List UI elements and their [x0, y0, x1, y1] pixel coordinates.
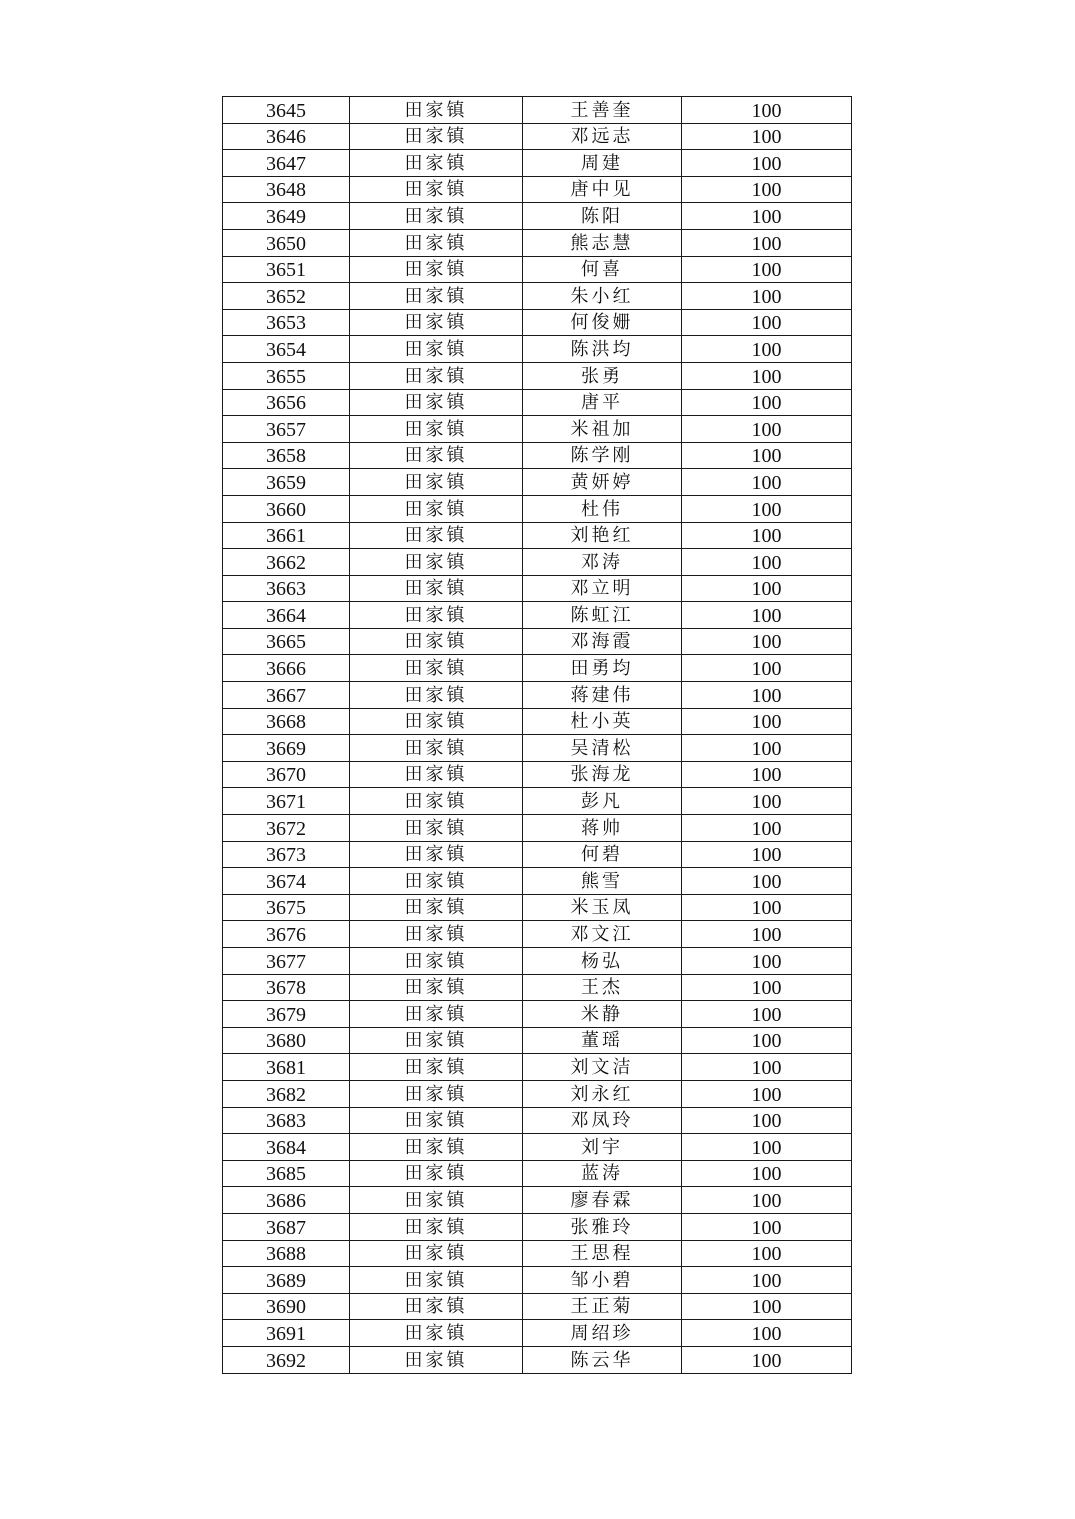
town-cell: 田家镇 [350, 1001, 523, 1028]
table-row [223, 815, 852, 842]
amount-cell: 100 [682, 815, 852, 842]
person-name-cell: 陈云华 [523, 1346, 682, 1373]
town-cell: 田家镇 [350, 708, 523, 735]
table-row [223, 416, 852, 443]
person-name-cell: 米玉凤 [523, 894, 682, 921]
row-number-cell: 3686 [223, 1187, 350, 1214]
table-row [223, 389, 852, 416]
person-name-cell: 蒋建伟 [523, 682, 682, 709]
table-row [223, 1320, 852, 1347]
row-number-cell: 3678 [223, 974, 350, 1001]
row-number-cell: 3668 [223, 708, 350, 735]
table-row [223, 256, 852, 283]
row-number-cell: 3646 [223, 123, 350, 150]
amount-cell: 100 [682, 788, 852, 815]
person-name-cell: 黄妍婷 [523, 469, 682, 496]
roster-table-body [223, 97, 852, 1374]
table-row [223, 894, 852, 921]
person-name-cell: 邹小碧 [523, 1267, 682, 1294]
table-row [223, 575, 852, 602]
person-name-cell: 刘艳红 [523, 522, 682, 549]
amount-cell: 100 [682, 708, 852, 735]
town-cell: 田家镇 [350, 655, 523, 682]
row-number-cell: 3653 [223, 309, 350, 336]
row-number-cell: 3690 [223, 1293, 350, 1320]
amount-cell: 100 [682, 469, 852, 496]
table-row [223, 1027, 852, 1054]
row-number-cell: 3682 [223, 1080, 350, 1107]
town-cell: 田家镇 [350, 549, 523, 576]
row-number-cell: 3676 [223, 921, 350, 948]
table-row [223, 628, 852, 655]
amount-cell: 100 [682, 362, 852, 389]
town-cell: 田家镇 [350, 283, 523, 310]
person-name-cell: 彭凡 [523, 788, 682, 815]
person-name-cell: 王善奎 [523, 97, 682, 124]
table-row [223, 336, 852, 363]
amount-cell: 100 [682, 1054, 852, 1081]
amount-cell: 100 [682, 283, 852, 310]
document-page [222, 96, 851, 1374]
table-row [223, 708, 852, 735]
person-name-cell: 刘永红 [523, 1080, 682, 1107]
row-number-cell: 3661 [223, 522, 350, 549]
table-row [223, 97, 852, 124]
amount-cell: 100 [682, 735, 852, 762]
person-name-cell: 陈洪均 [523, 336, 682, 363]
amount-cell: 100 [682, 655, 852, 682]
town-cell: 田家镇 [350, 150, 523, 177]
table-row [223, 469, 852, 496]
row-number-cell: 3665 [223, 628, 350, 655]
amount-cell: 100 [682, 1027, 852, 1054]
amount-cell: 100 [682, 416, 852, 443]
amount-cell: 100 [682, 974, 852, 1001]
table-row [223, 362, 852, 389]
person-name-cell: 刘文洁 [523, 1054, 682, 1081]
town-cell: 田家镇 [350, 1080, 523, 1107]
table-row [223, 1107, 852, 1134]
town-cell: 田家镇 [350, 682, 523, 709]
amount-cell: 100 [682, 442, 852, 469]
row-number-cell: 3670 [223, 761, 350, 788]
town-cell: 田家镇 [350, 495, 523, 522]
table-row [223, 150, 852, 177]
amount-cell: 100 [682, 549, 852, 576]
table-row [223, 229, 852, 256]
town-cell: 田家镇 [350, 602, 523, 629]
row-number-cell: 3655 [223, 362, 350, 389]
row-number-cell: 3677 [223, 948, 350, 975]
amount-cell: 100 [682, 203, 852, 230]
person-name-cell: 周建 [523, 150, 682, 177]
amount-cell: 100 [682, 1293, 852, 1320]
person-name-cell: 何俊姗 [523, 309, 682, 336]
row-number-cell: 3652 [223, 283, 350, 310]
table-row [223, 309, 852, 336]
table-row [223, 602, 852, 629]
town-cell: 田家镇 [350, 229, 523, 256]
row-number-cell: 3675 [223, 894, 350, 921]
row-number-cell: 3663 [223, 575, 350, 602]
amount-cell: 100 [682, 495, 852, 522]
town-cell: 田家镇 [350, 1187, 523, 1214]
person-name-cell: 王杰 [523, 974, 682, 1001]
person-name-cell: 张雅玲 [523, 1213, 682, 1240]
row-number-cell: 3674 [223, 868, 350, 895]
person-name-cell: 陈阳 [523, 203, 682, 230]
amount-cell: 100 [682, 176, 852, 203]
town-cell: 田家镇 [350, 948, 523, 975]
row-number-cell: 3664 [223, 602, 350, 629]
town-cell: 田家镇 [350, 761, 523, 788]
person-name-cell: 熊雪 [523, 868, 682, 895]
town-cell: 田家镇 [350, 735, 523, 762]
row-number-cell: 3672 [223, 815, 350, 842]
table-row [223, 948, 852, 975]
town-cell: 田家镇 [350, 97, 523, 124]
row-number-cell: 3691 [223, 1320, 350, 1347]
person-name-cell: 张勇 [523, 362, 682, 389]
table-row [223, 682, 852, 709]
town-cell: 田家镇 [350, 309, 523, 336]
amount-cell: 100 [682, 682, 852, 709]
town-cell: 田家镇 [350, 815, 523, 842]
amount-cell: 100 [682, 1240, 852, 1267]
person-name-cell: 杨弘 [523, 948, 682, 975]
amount-cell: 100 [682, 948, 852, 975]
town-cell: 田家镇 [350, 868, 523, 895]
amount-cell: 100 [682, 868, 852, 895]
roster-table [222, 96, 852, 1374]
person-name-cell: 邓海霞 [523, 628, 682, 655]
town-cell: 田家镇 [350, 921, 523, 948]
row-number-cell: 3679 [223, 1001, 350, 1028]
row-number-cell: 3656 [223, 389, 350, 416]
row-number-cell: 3681 [223, 1054, 350, 1081]
town-cell: 田家镇 [350, 974, 523, 1001]
town-cell: 田家镇 [350, 1027, 523, 1054]
person-name-cell: 杜伟 [523, 495, 682, 522]
row-number-cell: 3662 [223, 549, 350, 576]
town-cell: 田家镇 [350, 442, 523, 469]
amount-cell: 100 [682, 1160, 852, 1187]
town-cell: 田家镇 [350, 176, 523, 203]
town-cell: 田家镇 [350, 362, 523, 389]
person-name-cell: 何喜 [523, 256, 682, 283]
amount-cell: 100 [682, 1080, 852, 1107]
town-cell: 田家镇 [350, 1213, 523, 1240]
row-number-cell: 3685 [223, 1160, 350, 1187]
person-name-cell: 刘宇 [523, 1134, 682, 1161]
amount-cell: 100 [682, 1001, 852, 1028]
person-name-cell: 陈学刚 [523, 442, 682, 469]
table-row [223, 176, 852, 203]
town-cell: 田家镇 [350, 1346, 523, 1373]
row-number-cell: 3651 [223, 256, 350, 283]
person-name-cell: 杜小英 [523, 708, 682, 735]
table-row [223, 1080, 852, 1107]
town-cell: 田家镇 [350, 522, 523, 549]
town-cell: 田家镇 [350, 1107, 523, 1134]
row-number-cell: 3658 [223, 442, 350, 469]
amount-cell: 100 [682, 841, 852, 868]
amount-cell: 100 [682, 602, 852, 629]
amount-cell: 100 [682, 1187, 852, 1214]
person-name-cell: 蒋帅 [523, 815, 682, 842]
person-name-cell: 王思程 [523, 1240, 682, 1267]
town-cell: 田家镇 [350, 203, 523, 230]
person-name-cell: 邓凤玲 [523, 1107, 682, 1134]
table-row [223, 283, 852, 310]
row-number-cell: 3654 [223, 336, 350, 363]
row-number-cell: 3659 [223, 469, 350, 496]
table-row [223, 1213, 852, 1240]
person-name-cell: 廖春霖 [523, 1187, 682, 1214]
row-number-cell: 3671 [223, 788, 350, 815]
amount-cell: 100 [682, 522, 852, 549]
row-number-cell: 3667 [223, 682, 350, 709]
table-row [223, 1187, 852, 1214]
table-row [223, 1267, 852, 1294]
amount-cell: 100 [682, 97, 852, 124]
amount-cell: 100 [682, 123, 852, 150]
row-number-cell: 3648 [223, 176, 350, 203]
town-cell: 田家镇 [350, 256, 523, 283]
table-row [223, 1054, 852, 1081]
row-number-cell: 3650 [223, 229, 350, 256]
table-row [223, 1160, 852, 1187]
town-cell: 田家镇 [350, 1293, 523, 1320]
table-row [223, 735, 852, 762]
table-row [223, 1001, 852, 1028]
row-number-cell: 3666 [223, 655, 350, 682]
town-cell: 田家镇 [350, 1267, 523, 1294]
town-cell: 田家镇 [350, 469, 523, 496]
table-row [223, 495, 852, 522]
row-number-cell: 3649 [223, 203, 350, 230]
row-number-cell: 3688 [223, 1240, 350, 1267]
amount-cell: 100 [682, 150, 852, 177]
amount-cell: 100 [682, 256, 852, 283]
amount-cell: 100 [682, 1107, 852, 1134]
row-number-cell: 3692 [223, 1346, 350, 1373]
table-row [223, 1240, 852, 1267]
town-cell: 田家镇 [350, 1320, 523, 1347]
row-number-cell: 3683 [223, 1107, 350, 1134]
row-number-cell: 3669 [223, 735, 350, 762]
table-row [223, 1346, 852, 1373]
row-number-cell: 3647 [223, 150, 350, 177]
table-row [223, 655, 852, 682]
amount-cell: 100 [682, 336, 852, 363]
person-name-cell: 米祖加 [523, 416, 682, 443]
town-cell: 田家镇 [350, 1134, 523, 1161]
row-number-cell: 3680 [223, 1027, 350, 1054]
town-cell: 田家镇 [350, 841, 523, 868]
table-row [223, 788, 852, 815]
person-name-cell: 周绍珍 [523, 1320, 682, 1347]
amount-cell: 100 [682, 229, 852, 256]
table-row [223, 841, 852, 868]
amount-cell: 100 [682, 628, 852, 655]
amount-cell: 100 [682, 761, 852, 788]
town-cell: 田家镇 [350, 336, 523, 363]
table-row [223, 868, 852, 895]
person-name-cell: 董瑶 [523, 1027, 682, 1054]
amount-cell: 100 [682, 1213, 852, 1240]
row-number-cell: 3684 [223, 1134, 350, 1161]
person-name-cell: 陈虹江 [523, 602, 682, 629]
table-row [223, 1134, 852, 1161]
row-number-cell: 3657 [223, 416, 350, 443]
person-name-cell: 王正菊 [523, 1293, 682, 1320]
row-number-cell: 3689 [223, 1267, 350, 1294]
table-row [223, 123, 852, 150]
table-row [223, 921, 852, 948]
table-row [223, 203, 852, 230]
person-name-cell: 朱小红 [523, 283, 682, 310]
town-cell: 田家镇 [350, 1054, 523, 1081]
person-name-cell: 唐中见 [523, 176, 682, 203]
table-row [223, 1293, 852, 1320]
amount-cell: 100 [682, 894, 852, 921]
amount-cell: 100 [682, 1320, 852, 1347]
person-name-cell: 蓝涛 [523, 1160, 682, 1187]
person-name-cell: 吴清松 [523, 735, 682, 762]
table-row [223, 761, 852, 788]
town-cell: 田家镇 [350, 894, 523, 921]
person-name-cell: 米静 [523, 1001, 682, 1028]
person-name-cell: 何碧 [523, 841, 682, 868]
person-name-cell: 田勇均 [523, 655, 682, 682]
town-cell: 田家镇 [350, 1240, 523, 1267]
table-row [223, 974, 852, 1001]
row-number-cell: 3673 [223, 841, 350, 868]
amount-cell: 100 [682, 921, 852, 948]
amount-cell: 100 [682, 1346, 852, 1373]
person-name-cell: 唐平 [523, 389, 682, 416]
person-name-cell: 邓远志 [523, 123, 682, 150]
person-name-cell: 邓涛 [523, 549, 682, 576]
town-cell: 田家镇 [350, 389, 523, 416]
amount-cell: 100 [682, 309, 852, 336]
person-name-cell: 熊志慧 [523, 229, 682, 256]
town-cell: 田家镇 [350, 1160, 523, 1187]
person-name-cell: 张海龙 [523, 761, 682, 788]
amount-cell: 100 [682, 575, 852, 602]
amount-cell: 100 [682, 1134, 852, 1161]
town-cell: 田家镇 [350, 416, 523, 443]
person-name-cell: 邓文江 [523, 921, 682, 948]
row-number-cell: 3687 [223, 1213, 350, 1240]
town-cell: 田家镇 [350, 788, 523, 815]
town-cell: 田家镇 [350, 123, 523, 150]
row-number-cell: 3660 [223, 495, 350, 522]
amount-cell: 100 [682, 1267, 852, 1294]
table-row [223, 549, 852, 576]
town-cell: 田家镇 [350, 628, 523, 655]
amount-cell: 100 [682, 389, 852, 416]
person-name-cell: 邓立明 [523, 575, 682, 602]
town-cell: 田家镇 [350, 575, 523, 602]
row-number-cell: 3645 [223, 97, 350, 124]
table-row [223, 442, 852, 469]
table-row [223, 522, 852, 549]
